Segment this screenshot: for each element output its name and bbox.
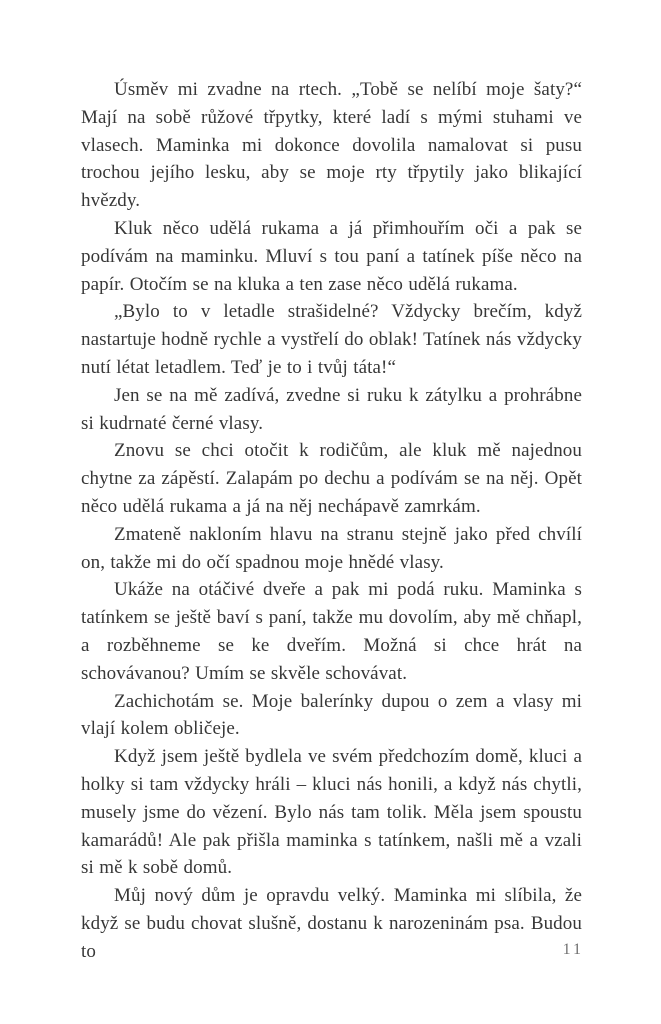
page-number: 11 — [562, 941, 584, 958]
paragraph: Zachichotám se. Moje balerínky dupou o zem a vlasy mi vlají kolem obličeje. — [81, 690, 582, 740]
page-text-block — [81, 76, 582, 966]
paragraph: Když jsem ještě bydlela ve svém předchozím domě, kluci a holky si tam vždycky hráli – kluci nás honili, a když nás chytli, musely jsme do vězení. Bylo nás tam tolik. Měla jsem spoustu kamarádů! Ale pak přišla maminka s tatínkem, našli mě a vzali si mě k sobě domů. — [81, 746, 582, 879]
paragraph: Jen se na mě zadívá, zvedne si ruku k zátylku a prohrábne si kudrnaté černé vlasy. — [81, 384, 582, 434]
paragraph: Ukáže na otáčivé dveře a pak mi podá ruku. Maminka s tatínkem se ještě baví s paní, takže mu dovolím, aby mě chňapl, a rozběhneme se ke dveřím. Možná si chce hrát na schovávanou? Umím se skvěle schovávat. — [81, 579, 582, 684]
paragraph: „Bylo to v letadle strašidelné? Vždycky brečím, když nastartuje hodně rychle a vystřelí do oblak! Tatínek nás vždycky nutí létat letadlem. Teď je to i tvůj táta!“ — [81, 301, 582, 378]
paragraph: Zmateně nakloním hlavu na stranu stejně jako před chvílí on, takže mi do očí spadnou moje hnědé vlasy. — [81, 523, 582, 573]
paragraph: Úsměv mi zvadne na rtech. „Tobě se nelíbí moje šaty?“ Mají na sobě růžové třpytky, které ladí s mými stuhami ve vlasech. Maminka mi dokonce dovolila namalovat si pusu trochou jejího lesku, aby se moje rty třpytily jako blikající hvězdy. — [81, 79, 582, 212]
paragraph: Můj nový dům je opravdu velký. Maminka mi slíbila, že když se budu chovat slušně, dostanu k narozeninám psa. Budou to — [81, 885, 582, 962]
paragraph: Znovu se chci otočit k rodičům, ale kluk mě najednou chytne za zápěstí. Zalapám po dechu a podívám se na něj. Opět něco udělá rukama a já na něj nechápavě zamrkám. — [81, 440, 582, 517]
paragraph: Kluk něco udělá rukama a já přimhouřím oči a pak se podívám na maminku. Mluví s tou paní a tatínek píše něco na papír. Otočím se na kluka a ten zase něco udělá rukama. — [81, 217, 582, 295]
